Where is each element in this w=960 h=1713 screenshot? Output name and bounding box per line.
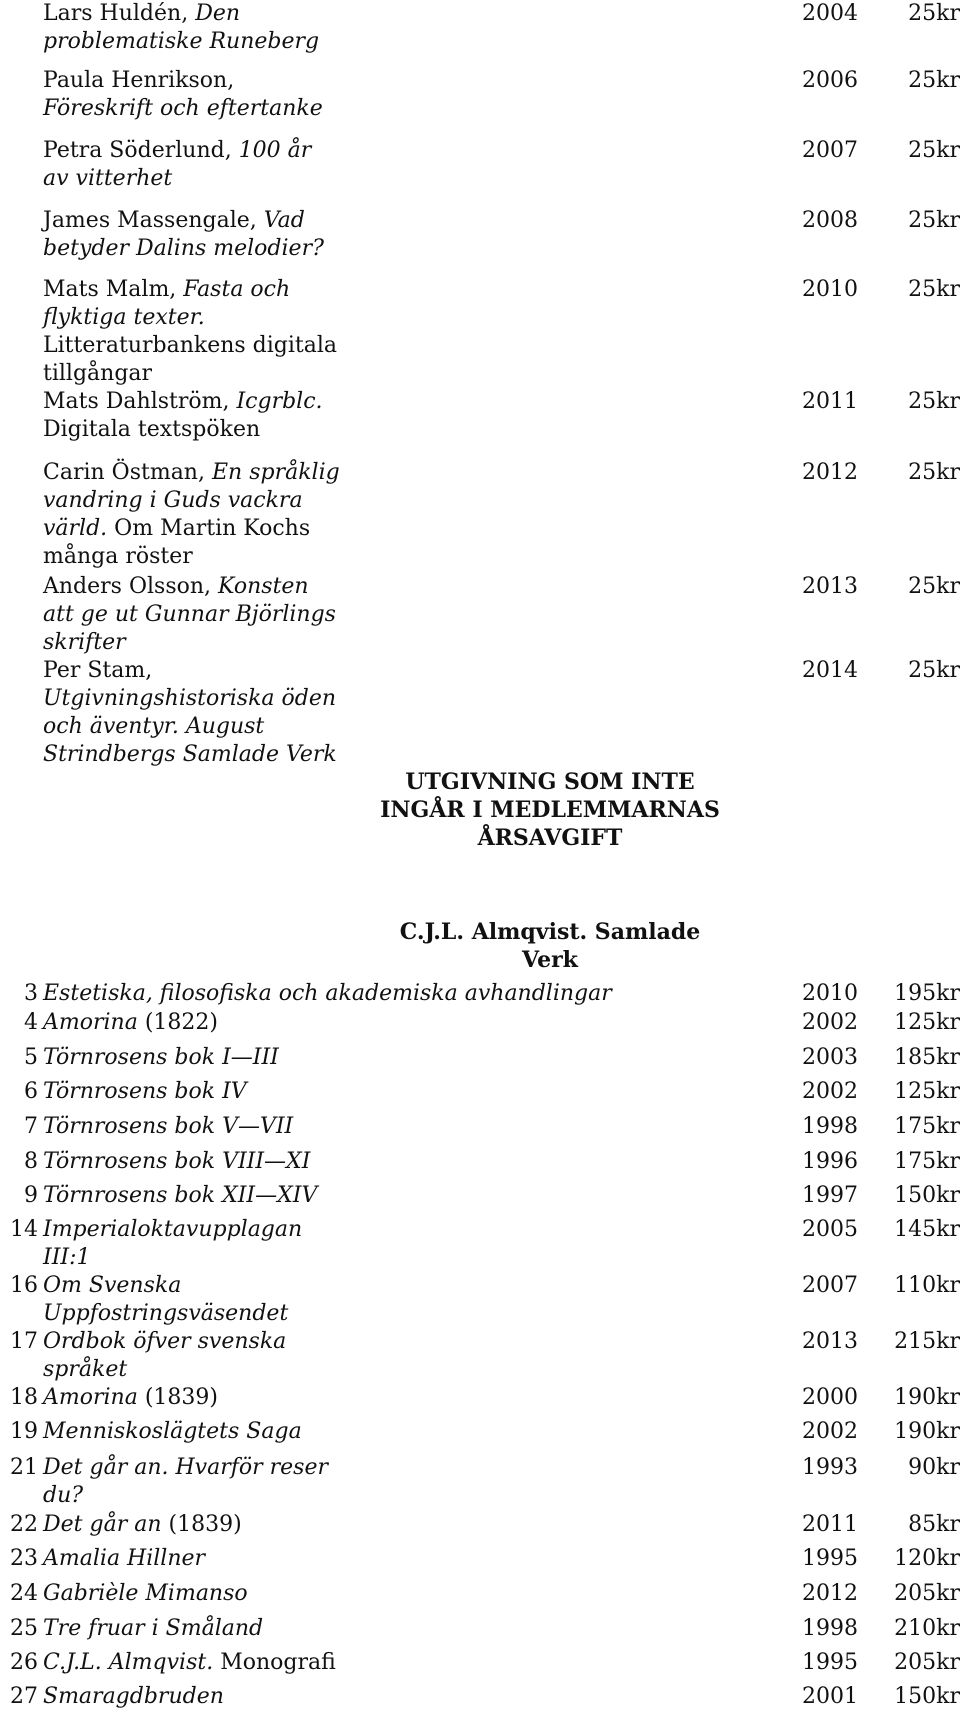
almqvist-heading: C.J.L. Almqvist. Samlade Verk bbox=[399, 919, 701, 973]
publication-entry bbox=[43, 137, 343, 193]
volume-title: Tre fruar i Småland bbox=[43, 1616, 264, 1641]
volume-number: 5 bbox=[24, 1045, 38, 1070]
publication-author: Per Stam, bbox=[43, 658, 153, 683]
volume-price: 110kr bbox=[894, 1273, 960, 1298]
volume-price: 195kr bbox=[894, 981, 960, 1006]
volume-price: 205kr bbox=[894, 1581, 960, 1606]
volume-year: 1995 bbox=[802, 1650, 858, 1675]
publication-title: Den problematiske Runeberg bbox=[43, 1, 320, 54]
volume-price: 90kr bbox=[908, 1455, 960, 1480]
publication-author: Paula Henrikson, bbox=[43, 68, 235, 93]
volume-year: 2007 bbox=[802, 1273, 858, 1298]
publication-price: 25kr bbox=[908, 1, 960, 26]
volume-price: 125kr bbox=[894, 1010, 960, 1035]
volume-year: 1998 bbox=[802, 1114, 858, 1139]
volume-year: 2002 bbox=[802, 1419, 858, 1444]
volume-year: 2012 bbox=[802, 1581, 858, 1606]
publication-title: Fasta och flyktiga texter. bbox=[43, 277, 291, 330]
publication-price: 25kr bbox=[908, 208, 960, 233]
volume-number: 24 bbox=[10, 1581, 38, 1606]
publication-title: Föreskrift och eftertanke bbox=[43, 96, 323, 121]
publication-entry bbox=[43, 573, 343, 657]
publication-author: James Massengale, bbox=[43, 208, 264, 233]
volume-number: 14 bbox=[10, 1217, 38, 1242]
volume-number: 18 bbox=[10, 1385, 38, 1410]
volume-number: 23 bbox=[10, 1546, 38, 1571]
volume-price: 150kr bbox=[894, 1183, 960, 1208]
publication-year: 2014 bbox=[802, 658, 858, 683]
publication-year: 2007 bbox=[802, 138, 858, 163]
publication-price: 25kr bbox=[908, 68, 960, 93]
volume-title: Törnrosens bok XII—XIV bbox=[43, 1183, 318, 1208]
volume-price: 175kr bbox=[894, 1149, 960, 1174]
section-heading: UTGIVNING SOM INTE INGÅR I MEDLEMMARNAS ÅRSAVGIFT bbox=[380, 769, 720, 851]
volume-price: 175kr bbox=[894, 1114, 960, 1139]
publication-price: 25kr bbox=[908, 138, 960, 163]
volume-number: 9 bbox=[24, 1183, 38, 1208]
publication-entry bbox=[43, 276, 343, 388]
volume-year: 1997 bbox=[802, 1183, 858, 1208]
volume-price: 150kr bbox=[894, 1684, 960, 1709]
publication-entry bbox=[43, 0, 343, 56]
publication-price: 25kr bbox=[908, 574, 960, 599]
publication-entry bbox=[43, 207, 343, 263]
publication-entry bbox=[43, 459, 343, 571]
publication-entry bbox=[43, 67, 343, 123]
volume-year: 2000 bbox=[802, 1385, 858, 1410]
volume-title: Törnrosens bok IV bbox=[43, 1079, 247, 1104]
publication-entry bbox=[43, 388, 343, 444]
publication-title: Utgivningshistoriska öden och äventyr. August Strindbergs Samlade Verk bbox=[43, 686, 337, 767]
volume-title: Det går an (1839) bbox=[43, 1512, 242, 1537]
publication-title: Vad betyder Dalins melodier? bbox=[43, 208, 324, 261]
volume-title: Menniskoslägtets Saga bbox=[43, 1419, 302, 1444]
volume-year: 2011 bbox=[802, 1512, 858, 1537]
volume-number: 25 bbox=[10, 1616, 38, 1641]
volume-number: 8 bbox=[24, 1149, 38, 1174]
publication-author: Mats Malm, bbox=[43, 277, 184, 302]
publication-entry bbox=[43, 657, 343, 769]
volume-price: 205kr bbox=[894, 1650, 960, 1675]
volume-number: 21 bbox=[10, 1455, 38, 1480]
publication-title: Konsten att ge ut Gunnar Björlings skrifter bbox=[43, 574, 336, 655]
volume-number: 27 bbox=[10, 1684, 38, 1709]
volume-number: 26 bbox=[10, 1650, 38, 1675]
publication-title: 100 år av vitterhet bbox=[43, 138, 312, 191]
publication-year: 2008 bbox=[802, 208, 858, 233]
volume-title: Imperialoktavupplagan III:1 bbox=[43, 1217, 303, 1270]
volume-year: 2003 bbox=[802, 1045, 858, 1070]
volume-price: 120kr bbox=[894, 1546, 960, 1571]
volume-number: 22 bbox=[10, 1512, 38, 1537]
publication-price: 25kr bbox=[908, 658, 960, 683]
volume-number: 3 bbox=[24, 981, 38, 1006]
publication-author: Mats Dahlström, bbox=[43, 389, 237, 414]
publication-year: 2006 bbox=[802, 68, 858, 93]
publication-author: Anders Olsson, bbox=[43, 574, 219, 599]
volume-price: 185kr bbox=[894, 1045, 960, 1070]
volume-year: 1993 bbox=[802, 1455, 858, 1480]
publication-year: 2012 bbox=[802, 460, 858, 485]
volume-number: 7 bbox=[24, 1114, 38, 1139]
volume-title: Amorina (1822) bbox=[43, 1010, 218, 1035]
volume-price: 145kr bbox=[894, 1217, 960, 1242]
volume-title: Smaragdbruden bbox=[43, 1684, 224, 1709]
volume-price: 190kr bbox=[894, 1419, 960, 1444]
volume-title: Törnrosens bok I—III bbox=[43, 1045, 279, 1070]
volume-year: 2002 bbox=[802, 1010, 858, 1035]
volume-year: 2010 bbox=[802, 981, 858, 1006]
publication-subtitle: Om Martin Kochs många röster bbox=[43, 516, 311, 569]
volume-price: 210kr bbox=[894, 1616, 960, 1641]
publication-title: En språklig vandring i Guds vackra värld. bbox=[43, 460, 340, 541]
volume-year: 1996 bbox=[802, 1149, 858, 1174]
volume-title: Törnrosens bok V—VII bbox=[43, 1114, 294, 1139]
volume-title: Gabrièle Mimanso bbox=[43, 1581, 248, 1606]
publication-author: Carin Östman, bbox=[43, 460, 212, 485]
publication-subtitle: Digitala textspöken bbox=[43, 417, 261, 442]
publication-price: 25kr bbox=[908, 389, 960, 414]
volume-number: 16 bbox=[10, 1273, 38, 1298]
volume-title: C.J.L. Almqvist. Monografi bbox=[43, 1650, 336, 1675]
volume-number: 6 bbox=[24, 1079, 38, 1104]
volume-title: Estetiska, filosofiska och akademiska avhandlingar bbox=[43, 981, 612, 1006]
volume-number: 19 bbox=[10, 1419, 38, 1444]
volume-price: 125kr bbox=[894, 1079, 960, 1104]
publication-title: Icgrblc. bbox=[236, 389, 323, 414]
volume-year: 2002 bbox=[802, 1079, 858, 1104]
volume-title: Amalia Hillner bbox=[43, 1546, 206, 1571]
publication-year: 2004 bbox=[802, 1, 858, 26]
volume-title: Det går an. Hvarför reser du? bbox=[43, 1455, 328, 1508]
volume-year: 2013 bbox=[802, 1329, 858, 1354]
publication-price: 25kr bbox=[908, 460, 960, 485]
volume-price: 215kr bbox=[894, 1329, 960, 1354]
volume-number: 17 bbox=[10, 1329, 38, 1354]
publication-subtitle: Litteraturbankens digitala tillgångar bbox=[43, 333, 338, 386]
publication-year: 2011 bbox=[802, 389, 858, 414]
publication-year: 2013 bbox=[802, 574, 858, 599]
volume-year: 1998 bbox=[802, 1616, 858, 1641]
publication-author: Lars Huldén, bbox=[43, 1, 196, 26]
publication-year: 2010 bbox=[802, 277, 858, 302]
volume-price: 85kr bbox=[908, 1512, 960, 1537]
volume-title: Törnrosens bok VIII—XI bbox=[43, 1149, 311, 1174]
publication-price: 25kr bbox=[908, 277, 960, 302]
volume-number: 4 bbox=[24, 1010, 38, 1035]
publication-author: Petra Söderlund, bbox=[43, 138, 239, 163]
volume-title: Om Svenska Uppfostringsväsendet bbox=[43, 1273, 289, 1326]
volume-price: 190kr bbox=[894, 1385, 960, 1410]
volume-year: 1995 bbox=[802, 1546, 858, 1571]
volume-title: Ordbok öfver svenska språket bbox=[43, 1329, 287, 1382]
volume-year: 2001 bbox=[802, 1684, 858, 1709]
volume-title: Amorina (1839) bbox=[43, 1385, 218, 1410]
volume-year: 2005 bbox=[802, 1217, 858, 1242]
